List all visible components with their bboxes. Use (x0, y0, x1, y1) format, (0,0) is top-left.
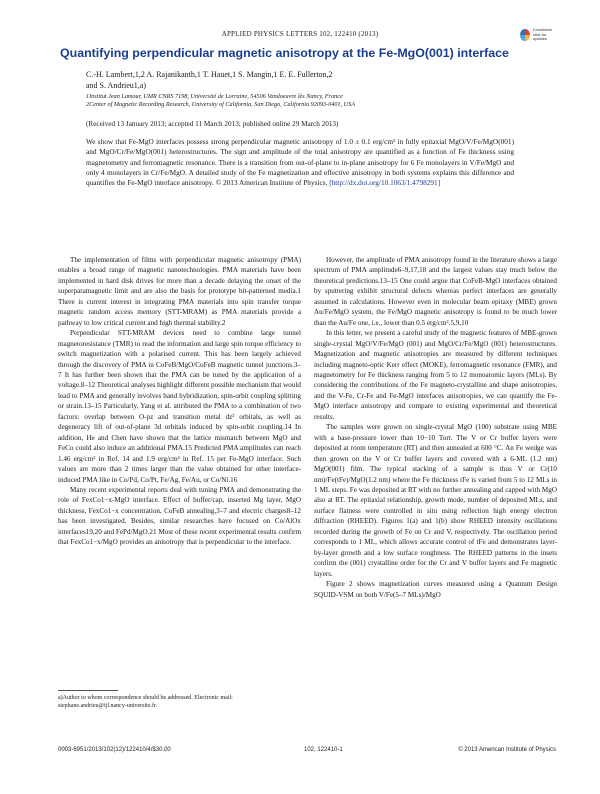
author-line: C.-H. Lambert,1,2 A. Rajanikanth,1 T. Hauet,1 S. Mangin,1 E. E. Fullerton,2 (86, 70, 333, 79)
paragraph: The implementation of films with perpendicular magnetic anisotropy (PMA) enables a broad range of magnetic nanotechnologies. PMA materials have been implemented in hard disk drives for more than a decade delaying the onset of the superparamagnetic limit and are also the basis for prototype bit-patterned media.1 There is current interest in integrating PMA materials into spin transfer torque magnetic random access memory (STT-MRAM) as PMA materials provide a pathway to low critical current and high thermal stability.2 (58, 256, 301, 327)
footer-copyright: © 2013 American Institute of Physics (458, 747, 556, 753)
paragraph: Perpendicular STT-MRAM devices need to combine large tunnel magnetoresistance (TMR) to read the information and large spin torque efficiency to switch magnetization with a polarised current. This has been largely achieved through the discovery of PMA in CoFeB/MgO/CoFeB magnetic tunnel junctions.3–7 It has further been shown that the PMA can be tuned by the application of a voltage.8–12 Theoretical analyses highlight different possible mechanism that would lead to PMA and generally involves band hybridization, spin-orbit coupling splitting or strain.13–15 Particularly, Yang et al. attributed the PMA to a combination of two factors: overlap between O-pz and transition metal dz² orbitals, as well as degeneracy lift of out-of-plane 3d orbitals induced by spin-orbit coupling.14 In addition, He and Chen have shown that the lattice mismatch between MgO and FeCo could also induce an additional PMA.15 Predicted PMA amplitudes can reach 1.46 erg/cm² in Ref. 14 and 1.9 erg/cm² in Ref. 15 per Fe-MgO interface. Such values are more than 2 times larger than the value obtained for other interface-induced PMA like in Co/Pd, Co/Pt, Fe/Ag, Fe/Au, or Co/Ni.16 (58, 329, 301, 484)
crossmark-badge[interactable] (520, 26, 556, 44)
body-column-right (314, 255, 557, 600)
crossmark-icon (520, 29, 530, 41)
body-column-left (58, 255, 301, 548)
footnote-divider (58, 690, 118, 691)
paragraph: However, the amplitude of PMA anisotropy found in the literature shows a large spectrum of PMA amplitude6–9,17,18 and the largest values stay much below the theoretical predictions.13–15 One could argue that CoFeB-MgO interfaces obtained by sputtering exhibit structural defects whereas perfect interfaces are generally assumed in calculations. However even in molecular beam epitaxy (MBE) grown Au/Fe/MgO system, the Fe/MgO magnetic anisotropy is found to be much lower than the Au/Fe one, i.e., lower than 0.5 erg/cm².5,9,10 (314, 256, 557, 327)
abstract (86, 137, 514, 188)
running-head: APPLIED PHYSICS LETTERS 102, 122410 (2013) (221, 30, 379, 38)
paragraph: Many recent experimental reports deal with tuning PMA and demonstrating the role of FexCo1−x-MgO interface. Effect of buffer/cap, inserted Mg layer, MgO thickness, FexCo1−x concentration, CoFeB annealing,3–7 and electric charges8–12 has been investigated. Besides, similar researches have focused on Co/AlOx interfaces19,20 and FePd/MgO.21 Most of these recent experimental results confirm that FexCo1−x/MgO provides an anisotropy that is perpendicular to the interface. (58, 485, 301, 547)
footnote: a)Author to whom correspondence should be addressed. Electronic mail: stephane.andrieu@ijl.nancy-universite.fr. (58, 695, 233, 709)
affiliation-2: 2Center of Magnetic Recording Research, University of California, San Diego, California 92093-0401, USA (86, 101, 356, 109)
paragraph: In this letter, we present a careful study of the magnetic features of MBE-grown single-crystal MgO/V/Fe/MgO (001) and MgO/Cr/Fe/MgO (001) heterostructures. Magnetization and magnetic anisotropies are measured by different techniques including magneto-optic Kerr effect (MOKE), ferromagnetic resonance (FMR), and magnetometry for Fe thickness ranging from 5 to 12 monoatomic layers (MLs). By considering the contributions of the Fe magneto-crystalline and shape anisotropies, and the V-Fe, Cr-Fe and Fe-MgO interfaces anisotropies, we can quantify the Fe-MgO interface anisotropy and compare to existing experimental and theoretical results. (314, 329, 557, 421)
author-line: and S. Andrieu1,a) (86, 81, 146, 90)
page-footer (58, 747, 556, 757)
doi-link[interactable]: [http://dx.doi.org/10.1063/1.4798291] (329, 178, 441, 188)
received-dates: (Received 13 January 2013; accepted 11 March 2013; published online 29 March 2013) (86, 120, 339, 128)
footer-page: 102, 122410-1 (304, 747, 343, 753)
paragraph: The samples were grown on single-crystal MgO (100) substrate using MBE with a base-pressure lower than 10−10 Torr. The V or Cr buffer layers were deposited at room temperature (RT) and then annealed at 600 °C. An Fe wedge was then grown on the V or Cr buffer layers and covered with a 6-ML (1.2 nm) MgO(001) film. The typical stacking of a sample is thus V or Cr(10 nm)/Fe(tFe)/MgO(1.2 nm) where the Fe thickness tFe is varied from 5 to 12 MLs in 1 ML steps. Fe was deposited at RT with no further annealing and capped with MgO also at RT. The epitaxial relationship, growth mode, number of deposited MLs, and surface flatness were controlled in situ using reflection high energy electron diffraction (RHEED). Figures 1(a) and 1(b) show RHEED intensity oscillations recorded during the growth of Fe on Cr and V, respectively. The oscillation period corresponds to 1 ML, which allows accurate control of tFe and demonstrates layer-by-layer growth and a low surface roughness. The RHEED patterns in the insets confirm the (001) crystalline order for the Cr and V buffer layers and Fe magnetic layers. (314, 423, 557, 578)
author-list (86, 69, 526, 91)
crossmark-sub: click for updates (532, 31, 547, 42)
affiliations (86, 93, 526, 109)
abstract-text: We show that Fe-MgO interfaces possess strong perpendicular magnetic anisotropy of 1.0 ± 0.1 erg/cm² in fully epitaxial MgO/V/Fe/MgO(001) and MgO/Cr/Fe/MgO(001) heterostructures. The sign and amplitude of the total anisotropy are quantified as a function of Fe thickness using magnetometry and ferromagnetic resonance. There is a transition from out-of-plane to in-plane anisotropy for 6 Fe monolayers in V/Fe/MgO and only 4 monolayers in Cr/Fe/MgO. A detailed study of the Fe magnetization and effective anisotropy in both systems explains this difference and quantifies the Fe-MgO interface anisotropy. © 2013 American Institute of Physics. (86, 137, 514, 188)
paragraph: Figure 2 shows magnetization curves measured using a Quantum Design SQUID-VSM on both V/Fe(5–7 MLs)/MgO (314, 580, 557, 599)
crossmark-label: CrossMark (532, 27, 553, 33)
paper-title: Quantifying perpendicular magnetic anisotropy at the Fe-MgO(001) interface (60, 46, 509, 60)
footer-issn: 0003-6951/2013/102(12)/122410/4/$30.00 (58, 747, 171, 753)
affiliation-1: 1Institut Jean Lamour, UMR CNRS 7198, Université de Lorraine, 54506 Vandoeuvre lès Nancy, France (86, 93, 343, 100)
